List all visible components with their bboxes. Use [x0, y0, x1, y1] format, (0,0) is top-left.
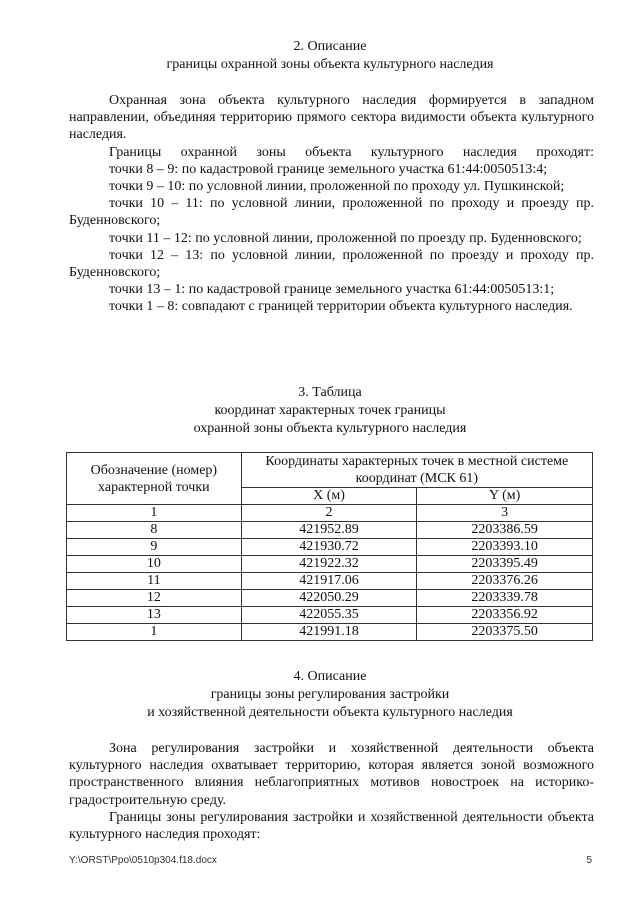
- table-row: [67, 607, 593, 624]
- table-header-point-designation: Обозначение (номер) характерной точки: [67, 453, 242, 505]
- section-4-heading: 4. Описание: [293, 669, 367, 684]
- footer-file-path: Y:\ORST\Ppo\0510p304.f18.docx: [69, 855, 217, 866]
- table-cell: 3: [417, 505, 593, 522]
- table-row: [67, 556, 593, 573]
- table-cell: 2203339.78: [417, 590, 593, 607]
- section-2-heading: 2. Описание: [293, 39, 367, 54]
- section-3-subheading-1: координат характерных точек границы: [214, 403, 446, 418]
- section-2-body: [69, 92, 594, 316]
- table-row: [67, 624, 593, 641]
- paragraph: точки 13 – 1: по кадастровой границе земельного участка 61:44:0050513:1;: [109, 282, 555, 298]
- table-cell: 10: [67, 556, 242, 573]
- paragraph: точки 12 – 13: по условной линии, проложенной по проезду и проходу пр. Буденновского;: [69, 247, 594, 281]
- paragraph: Границы зоны регулирования застройки и хозяйственной деятельности объекта культурного наследия проходят:: [69, 809, 594, 843]
- table-cell: 12: [67, 590, 242, 607]
- paragraph: точки 8 – 9: по кадастровой границе земельного участка 61:44:0050513:4;: [109, 161, 548, 177]
- table-cell: 2203395.49: [417, 556, 593, 573]
- paragraph: точки 11 – 12: по условной линии, проложенной по проезду пр. Буденновского;: [109, 230, 582, 246]
- table-cell: 2: [241, 505, 417, 522]
- table-cell: 1: [67, 624, 242, 641]
- paragraph: Границы охранной зоны объекта культурного наследия проходят:: [109, 144, 594, 160]
- paragraph: Зона регулирования застройки и хозяйственной деятельности объекта культурного наследия охватывает территорию, которая является зоной возможного пространственного влияния неблагоприятных мотивов новостроек на историко-градостроительную среду.: [69, 741, 594, 808]
- section-4-subheading-1: границы зоны регулирования застройки: [210, 687, 450, 702]
- table-cell: 2203356.92: [417, 607, 593, 624]
- table-row: [67, 522, 593, 539]
- table-cell: 422050.29: [241, 590, 417, 607]
- table-cell: 2203386.59: [417, 522, 593, 539]
- table-cell: 13: [67, 607, 242, 624]
- paragraph: точки 9 – 10: по условной линии, проложенной по проходу ул. Пушкинской;: [109, 179, 565, 195]
- table-cell: 2203375.50: [417, 624, 593, 641]
- section-4-body: [69, 740, 594, 843]
- table-cell: 421917.06: [241, 573, 417, 590]
- paragraph: точки 10 – 11: по условной линии, проложенной по проходу и проезду пр. Буденновского;: [69, 196, 594, 229]
- table-index-row: [67, 505, 593, 522]
- section-2-subheading: границы охранной зоны объекта культурного наследия: [166, 57, 494, 72]
- table-cell: 421922.32: [241, 556, 417, 573]
- coordinates-table: [66, 452, 593, 641]
- section-4-subheading-2: и хозяйственной деятельности объекта культурного наследия: [147, 705, 513, 720]
- table-cell: 2203376.26: [417, 573, 593, 590]
- table-cell: 422055.35: [241, 607, 417, 624]
- table-header-y: Y (м): [417, 488, 593, 505]
- table-row: [67, 573, 593, 590]
- table-cell: 1: [67, 505, 242, 522]
- section-3-heading: 3. Таблица: [298, 385, 362, 400]
- table-cell: 421952.89: [241, 522, 417, 539]
- table-cell: 9: [67, 539, 242, 556]
- table-row: [67, 539, 593, 556]
- footer-page-number: 5: [586, 855, 592, 866]
- table-cell: 2203393.10: [417, 539, 593, 556]
- table-cell: 11: [67, 573, 242, 590]
- table-header-x: X (м): [241, 488, 417, 505]
- table-cell: 421991.18: [241, 624, 417, 641]
- paragraph: точки 1 – 8: совпадают с границей территории объекта культурного наследия.: [109, 299, 573, 315]
- table-header-coordinates: Координаты характерных точек в местной системе координат (МСК 61): [241, 453, 592, 488]
- section-3-subheading-2: охранной зоны объекта культурного наследия: [193, 421, 467, 436]
- table-cell: 8: [67, 522, 242, 539]
- table-row: [67, 590, 593, 607]
- paragraph: Охранная зона объекта культурного наследия формируется в западном направлении, объединяя территорию прямого сектора видимости объекта культурного наследия.: [69, 93, 594, 143]
- table-cell: 421930.72: [241, 539, 417, 556]
